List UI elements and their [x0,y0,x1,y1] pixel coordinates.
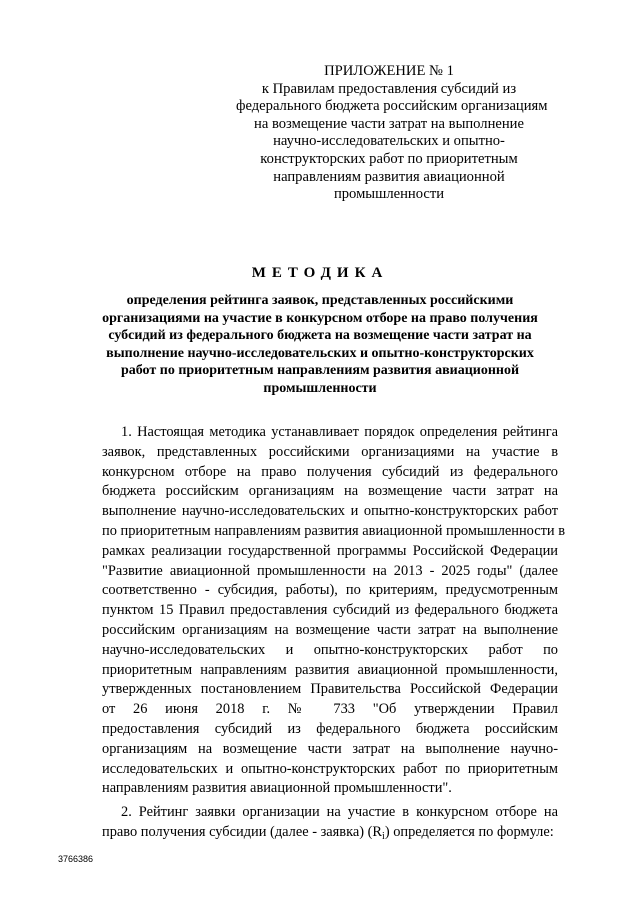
subtitle-line: субсидий из федерального бюджета на возмещение части затрат на [108,328,532,343]
paragraph-line: исследовательских и опытно-конструкторских работ по приоритетным [102,760,558,777]
formula-text-before: право получения субсидии (далее - заявка) (R [102,823,383,840]
paragraph-line: приоритетным направлениям развития авиационной промышленности, [102,661,558,678]
formula-subscript: i [382,830,385,842]
document-title: МЕТОДИКА [251,265,389,281]
appendix-line: федерального бюджета российским организациям [236,98,548,115]
formula-text-after: ) определяется по формуле: [384,823,554,840]
paragraph-line: 1. Настоящая методика устанавливает порядок определения рейтинга [121,424,558,440]
appendix-line: научно-исследовательских и опытно- [273,133,505,150]
paragraph-line: рамках реализации государственной программы Российской Федерации [102,542,558,559]
paragraph-line: направлениям развития авиационной промышленности". [102,780,452,797]
paragraph-line: выполнение научно-исследовательских и опытно-конструкторских работ [102,503,558,520]
subtitle-line: определения рейтинга заявок, представленных российскими [126,293,514,308]
paragraph-line-formula-ref [102,823,558,843]
subtitle-line: работ по приоритетным направлениям развития авиационной [120,363,520,378]
paragraph-line: организациям на возмещение части затрат на выполнение научно- [102,740,558,757]
appendix-block [236,63,548,204]
paragraph-line: от 26 июня 2018 г. № 733 "Об утверждении Правил [102,701,558,718]
document-id: 3766386 [58,854,94,864]
document-subtitle [80,292,560,397]
appendix-line: направлениям развития авиационной [273,168,505,185]
paragraph-line: заявок, представленных российскими организациями на участие в [102,443,558,460]
paragraph-line: научно-исследовательских и опытно-конструкторских работ по [102,641,558,658]
appendix-heading: ПРИЛОЖЕНИЕ № 1 [324,63,454,79]
appendix-line: к Правилам предоставления субсидий из [261,80,517,97]
subtitle-line: организациями на участие в конкурсном отборе на право получения [102,310,538,326]
subtitle-line: выполнение научно-исследовательских и опытно-конструкторских [106,345,534,361]
paragraph-line: утвержденных постановлением Правительства Российской Федерации [102,681,558,698]
paragraph-line: бюджета российским организациям на возмещение части затрат на [102,483,558,500]
paragraph-line: по приоритетным направлениям развития авиационной промышленности в [102,522,566,539]
paragraph-line: конкурсном отборе на право получения субсидий из федерального [102,463,558,480]
appendix-line: конструкторских работ по приоритетным [260,150,518,167]
paragraph-line: соответственно - субсидия, работы), по критериям, предусмотренным [102,582,558,599]
document-body [102,423,566,843]
paragraph-line: предоставления субсидий из федерального бюджета российским [102,720,558,737]
appendix-line: промышленности [333,186,445,203]
paragraph-line: пунктом 15 Правил предоставления субсидий из федерального бюджета [102,602,558,619]
subtitle-line: промышленности [263,380,377,396]
paragraph-2 [102,803,558,843]
paragraph-1 [102,423,566,799]
paragraph-line: "Развитие авиационной промышленности на 2013 - 2025 годы" (далее [102,562,558,579]
paragraph-line: российским организациям на возмещение части затрат на выполнение [102,621,558,638]
paragraph-line: 2. Рейтинг заявки организации на участие в конкурсном отборе на [121,804,558,821]
appendix-line: на возмещение части затрат на выполнение [254,115,524,132]
